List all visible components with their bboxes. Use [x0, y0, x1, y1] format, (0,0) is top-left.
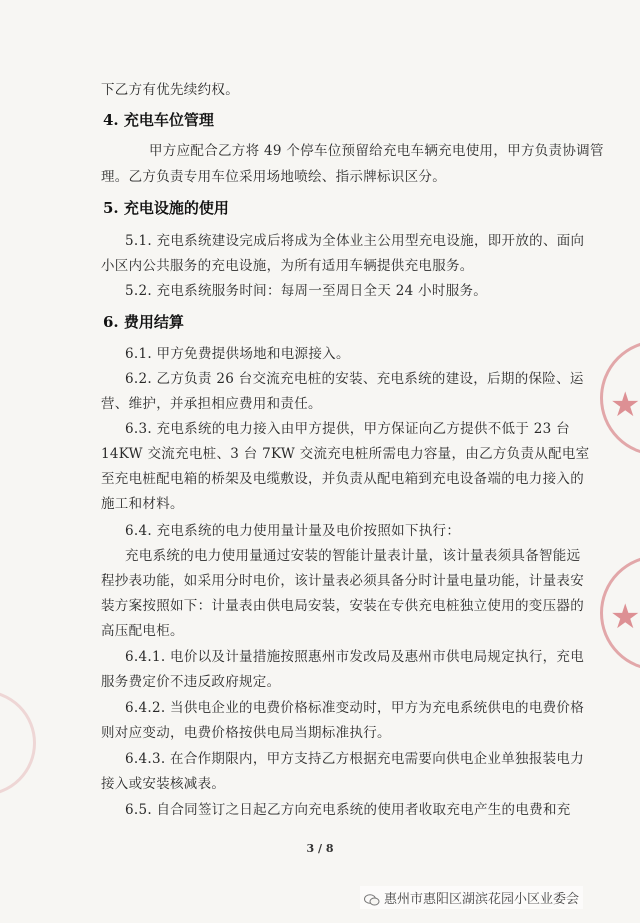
text-line: 6.2. 乙方负责 26 台交流充电桩的安装、充电系统的建设，后期的保险、运: [125, 371, 584, 387]
seal-stamp-faint: [0, 690, 36, 796]
text-line: 6.4.1. 电价以及计量措施按照惠州市发改局及惠州市供电局规定执行，充电: [125, 649, 585, 665]
text-line: 服务费定价不违反政府规定。: [101, 674, 281, 690]
text-line: 高压配电柜。: [101, 623, 184, 639]
text-line: 14KW 交流充电桩、3 台 7KW 交流充电桩所需电力容量，由乙方负责从配电室: [101, 446, 590, 462]
text-line: 6.4. 充电系统的电力使用量计量及电价按照如下执行：: [125, 523, 461, 539]
watermark: [360, 886, 583, 909]
seal-star-icon: ★: [610, 597, 640, 637]
text-line: 6.3. 充电系统的电力接入由甲方提供，甲方保证向乙方提供不低于 23 台: [125, 421, 570, 437]
text-line: 5.2. 充电系统服务时间：每周一至周日全天 24 小时服务。: [125, 283, 488, 299]
seal-star-icon: ★: [610, 385, 640, 425]
text-line: 理。乙方负责专用车位采用场地喷绘、指示牌标识区分。: [101, 169, 446, 185]
text-line: 装方案按照如下：计量表由供电局安装，安装在专供充电桩独立使用的变压器的: [101, 598, 584, 614]
text-line: 则对应变动，电费价格按供电局当期标准执行。: [101, 725, 391, 741]
wechat-icon: [364, 894, 380, 906]
page-number: 3 / 8: [306, 842, 334, 855]
text-line: 至充电桩配电箱的桥架及电缆敷设，并负责从配电箱到充电设备端的电力接入的: [101, 471, 584, 487]
text-line: 5.1. 充电系统建设完成后将成为全体业主公用型充电设施，即开放的、面向: [125, 233, 585, 249]
text-line: 施工和材料。: [101, 496, 184, 512]
text-line: 接入或安装核减表。: [101, 776, 226, 792]
section-heading-5: 5. 充电设施的使用: [103, 199, 229, 217]
text-line: 营、维护，并承担相应费用和责任。: [101, 396, 322, 412]
text-line: 充电系统的电力使用量通过安装的智能计量表计量，该计量表须具备智能远: [125, 548, 581, 564]
text-line: 6.1. 甲方免费提供场地和电源接入。: [125, 346, 350, 362]
section-heading-6: 6. 费用结算: [103, 313, 184, 331]
text-line: 6.5. 自合同签订之日起乙方向充电系统的使用者收取充电产生的电费和充: [125, 802, 571, 818]
text-line: 下乙方有优先续约权。: [101, 82, 239, 98]
text-line: 小区内公共服务的充电设施，为所有适用车辆提供充电服务。: [101, 258, 474, 274]
text-line: 6.4.2. 当供电企业的电费价格标准变动时，甲方为充电系统供电的电费价格: [125, 700, 585, 716]
watermark-text: 惠州市惠阳区湖滨花园小区业委会: [384, 892, 580, 907]
text-line: 甲方应配合乙方将 49 个停车位预留给充电车辆充电使用，甲方负责协调管: [149, 143, 604, 159]
section-heading-4: 4. 充电车位管理: [103, 111, 214, 129]
text-line: 程抄表功能，如采用分时电价，该计量表必须具备分时计量电量功能，计量表安: [101, 573, 584, 589]
text-line: 6.4.3. 在合作期限内，甲方支持乙方根据充电需要向供电企业单独报装电力: [125, 751, 585, 767]
